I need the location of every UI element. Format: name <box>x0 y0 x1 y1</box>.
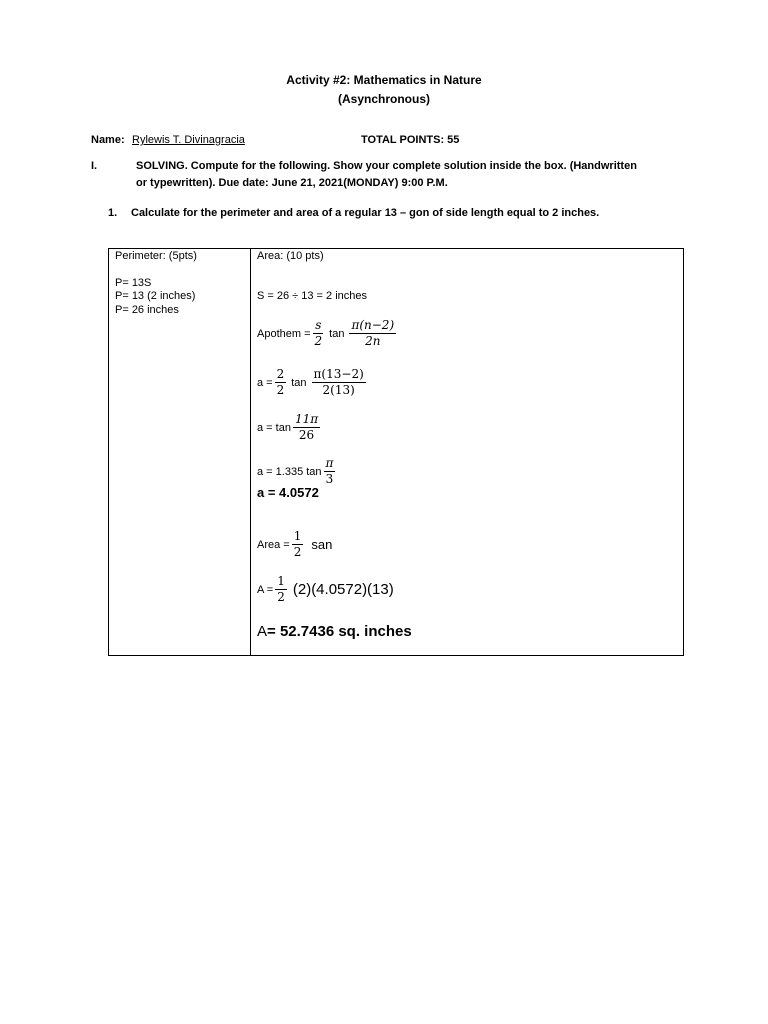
a1-frac-2 <box>312 367 366 398</box>
solution-box <box>108 248 684 656</box>
a1-tan: tan <box>291 376 307 389</box>
area-substitution <box>257 574 394 605</box>
area-result-prefix: A <box>257 623 268 640</box>
a2-label: a = tan <box>257 421 291 434</box>
a3-frac-den: 3 <box>325 472 334 486</box>
A-label: A = <box>257 583 274 596</box>
area-header: Area: (10 pts) <box>257 250 324 262</box>
A-frac-den: 2 <box>277 590 285 604</box>
apothem-result: a = 4.0572 <box>257 485 319 500</box>
a3-label: a = 1.335 tan <box>257 465 322 478</box>
apothem-tan: tan <box>329 327 345 340</box>
a1-frac-2-den: 2(13) <box>322 383 355 397</box>
apothem-frac-1-num: s <box>315 318 322 332</box>
a3-frac-num: π <box>325 456 334 470</box>
apothem-frac-2-num: π(n−2) <box>351 318 395 332</box>
instruction-line2: or typewritten). Due date: June 21, 2021(MONDAY) 9:00 P.M. <box>136 177 448 189</box>
apothem-simplified <box>257 412 322 443</box>
apothem-value-tan <box>257 456 337 487</box>
question-number: 1. <box>108 207 118 219</box>
perimeter-line-1: P= 13S <box>115 277 152 289</box>
area-result-value: = 52.7436 sq. inches <box>267 623 412 640</box>
a1-frac-1-num: 2 <box>276 367 285 381</box>
area-frac <box>292 529 304 560</box>
a2-frac-num: 11π <box>294 412 319 426</box>
perimeter-line-2: P= 13 (2 inches) <box>115 290 196 302</box>
a1-frac-1-den: 2 <box>276 383 285 397</box>
perimeter-line-3: P= 26 inches <box>115 304 179 316</box>
student-name: Rylewis T. Divinagracia <box>132 134 245 146</box>
question-text: Calculate for the perimeter and area of a regular 13 – gon of side length equal to 2 inches. <box>131 207 600 219</box>
a2-frac <box>293 412 320 443</box>
solution-box-divider <box>250 248 251 656</box>
instruction-line1: Compute for the following. Show your complete solution inside the box. (Handwritten <box>187 160 637 172</box>
area-formula <box>257 529 332 560</box>
activity-subtitle: (Asynchronous) <box>337 92 430 106</box>
apothem-frac-2 <box>349 318 396 349</box>
apothem-frac-1-den: 2 <box>314 334 323 348</box>
apothem-label: Apothem = <box>257 327 311 340</box>
name-label: Name: <box>91 134 125 146</box>
a1-label: a = <box>257 376 273 389</box>
section-instruction <box>136 160 637 172</box>
A-frac <box>275 574 287 605</box>
a1-frac-2-num: π(13−2) <box>313 367 364 381</box>
apothem-frac-1 <box>313 318 325 349</box>
section-heading: SOLVING. <box>136 160 188 172</box>
area-label: Area = <box>257 538 290 551</box>
apothem-substitution <box>257 367 368 398</box>
area-frac-den: 2 <box>293 545 302 559</box>
a3-frac <box>324 456 336 487</box>
section-numeral: I. <box>91 160 98 172</box>
a2-frac-den: 26 <box>298 428 315 442</box>
apothem-frac-2-den: 2n <box>365 334 381 348</box>
total-points: TOTAL POINTS: 55 <box>361 134 460 146</box>
area-san: san <box>311 537 333 552</box>
a1-frac-1 <box>275 367 287 398</box>
apothem-formula <box>257 318 398 349</box>
A-frac-num: 1 <box>277 574 285 588</box>
area-frac-num: 1 <box>293 529 302 543</box>
activity-title: Activity #2: Mathematics in Nature <box>286 73 482 87</box>
A-expression: (2)(4.0572)(13) <box>292 581 394 598</box>
perimeter-header: Perimeter: (5pts) <box>115 250 197 262</box>
side-length-line: S = 26 ÷ 13 = 2 inches <box>257 290 367 302</box>
area-result <box>257 623 412 640</box>
